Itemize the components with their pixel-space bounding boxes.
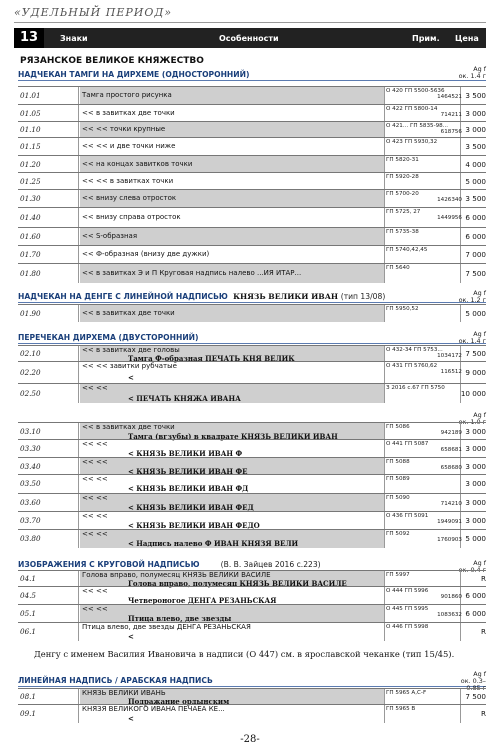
table-row <box>18 189 486 207</box>
type-code: 04.1 <box>20 574 37 583</box>
reference-main: О 445 ГП 5995 <box>386 606 429 612</box>
price: 3 500 <box>465 193 486 203</box>
type-code: 01.30 <box>20 193 41 203</box>
reference-id: 1083632 <box>437 612 462 618</box>
reference-main: О 432-34 ГП 5753... <box>386 347 443 353</box>
table-row <box>18 529 486 548</box>
row-line-1: << в завитках Э и П Круговая надпись налево ...ИЯ ИТАР... <box>82 268 302 277</box>
col-divider <box>384 246 385 263</box>
col-divider <box>384 105 385 122</box>
reference-main: ГП 5965 B <box>386 706 416 712</box>
row-line-1: << << <box>82 530 108 538</box>
section-title: ИЗОБРАЖЕНИЯ С КРУГОВОЙ НАДПИСЬЮ (В. В. Зайцев 2016 с.223) <box>18 560 321 569</box>
col-divider <box>384 138 385 155</box>
reference-main: ГП 5088 <box>386 459 410 465</box>
row-line-1: КНЯЗЯ ВЕЛИКОГО ИВАНА ПЕЧАЕА КЕ... <box>82 705 225 713</box>
col-note: Прим. <box>412 34 440 43</box>
row-line-1: << << <box>82 384 108 392</box>
reference <box>386 588 462 600</box>
reference <box>386 106 462 118</box>
reference-main: ГП 5092 <box>386 531 410 537</box>
row-line-2: < КНЯЗЬ ВЕЛИКИ ИВАН ФЕДО <box>128 520 260 530</box>
table-row <box>18 155 486 173</box>
row-line-2: < Надпись налево Ф ИВАН КНЯЗЯ ВЕЛИ <box>128 539 299 548</box>
table-row <box>18 86 486 104</box>
col-divider <box>78 264 79 283</box>
table-row <box>18 263 486 283</box>
price: 3 000 <box>465 426 486 436</box>
table-row <box>18 688 486 705</box>
row-line-1: << в завитках две точки <box>82 108 175 117</box>
row-line-1: << в завитках две точки <box>82 308 175 317</box>
col-divider <box>384 346 385 362</box>
col-divider <box>78 605 79 622</box>
col-divider <box>78 423 79 440</box>
reference <box>386 424 462 436</box>
reference-main: О 423 ГП 5930,32 <box>386 139 438 145</box>
table-row <box>18 422 486 440</box>
row-line-1: << в завитках две точки <box>82 423 175 431</box>
section-line <box>18 686 486 687</box>
row-line-1: << << <box>82 494 108 502</box>
col-divider <box>384 512 385 529</box>
reference-main: ГП 5920-28 <box>386 174 419 180</box>
price: 6 000 <box>465 231 486 241</box>
reference <box>386 495 462 507</box>
col-divider <box>78 494 79 511</box>
price: 5 000 <box>465 308 486 318</box>
weight-note: Ag f ок. 1.2 г <box>458 289 486 304</box>
price: 6 000 <box>465 212 486 222</box>
col-divider <box>78 623 79 641</box>
price: 3 000 <box>465 515 486 525</box>
reference-main: О 441 ГП 5087 <box>386 441 429 447</box>
reference <box>386 139 462 145</box>
row-line-1: << << в завитках точки <box>82 176 174 185</box>
reference-id: 116512 <box>440 369 462 375</box>
col-divider <box>78 156 79 173</box>
col-divider <box>78 246 79 263</box>
reference-id: 1949091 <box>437 519 462 525</box>
col-divider <box>384 440 385 457</box>
col-divider <box>78 228 79 245</box>
section-title: НАДЧЕКАН НА ДЕНГЕ С ЛИНЕЙНОЙ НАДПИСЬЮ КНЯЗЬ ВЕЛИКИ ИВАН (тип 13/08) <box>18 292 386 301</box>
col-divider <box>384 122 385 138</box>
reference <box>386 513 462 525</box>
row-line-2: < <box>128 714 134 723</box>
col-divider <box>78 705 79 723</box>
row-line-1: << на концах завитков точки <box>82 159 193 168</box>
divider <box>14 22 486 23</box>
col-divider <box>384 623 385 641</box>
row-line-1: << внизу слева отросток <box>82 193 177 202</box>
row-line-1: << S-образная <box>82 231 138 240</box>
price: 9 000 <box>465 367 486 377</box>
table-row <box>18 245 486 263</box>
col-divider <box>78 689 79 705</box>
row-line-2: Птица влево, две звезды <box>128 613 232 623</box>
row-line-1: << в завитках две головы <box>82 346 180 354</box>
col-divider <box>78 105 79 122</box>
table-row <box>18 570 486 587</box>
section-title: НАДЧЕКАН ТАМГИ НА ДИРХЕМЕ (ОДНОСТОРОННИЙ) <box>18 70 250 79</box>
type-code: 01.15 <box>20 141 41 151</box>
reference-id: 714210 <box>440 501 462 507</box>
reference-main: ГП 5997 <box>386 572 410 578</box>
row-line-1: << << <box>82 587 108 595</box>
row-shade <box>80 605 384 622</box>
type-code: 05.1 <box>20 608 37 618</box>
reference-id: 658681 <box>440 447 462 453</box>
price: 7 500 <box>465 692 486 701</box>
reference-main: О 444 ГП 5996 <box>386 588 429 594</box>
col-divider <box>384 384 385 403</box>
row-line-1: Птица влево, две звезды ДЕНГА РЕЗАНЬСКАЯ <box>82 623 251 631</box>
section-number: 13 <box>14 28 44 48</box>
row-line-1: << Ф-образная (внизу две дужки) <box>82 249 210 258</box>
table-row <box>18 104 486 122</box>
row-line-1: << << <box>82 605 108 613</box>
col-divider <box>384 689 385 705</box>
col-divider <box>78 346 79 362</box>
reference-main: ГП 5820-31 <box>386 157 419 163</box>
type-code: 03.70 <box>20 515 41 525</box>
reference <box>386 265 462 271</box>
table-row <box>18 172 486 190</box>
col-divider <box>384 530 385 548</box>
reference-id: 1034172 <box>437 353 462 359</box>
reference-id: 1426340 <box>437 197 462 203</box>
type-code: 03.10 <box>20 426 41 436</box>
col-divider <box>384 571 385 587</box>
table-row <box>18 137 486 155</box>
reference-id: 1449956 <box>437 215 462 221</box>
price: 3 500 <box>465 141 486 151</box>
reference <box>386 706 462 712</box>
reference <box>386 191 462 203</box>
col-divider <box>384 190 385 207</box>
type-code: 03.40 <box>20 461 41 471</box>
row-line-2: < ПЕЧАТЬ КНЯЖА ИВАНА <box>128 393 241 403</box>
row-line-2: < КНЯЗЬ ВЕЛИКИ ИВАН ФЕ <box>128 466 248 476</box>
type-code: 01.25 <box>20 176 41 186</box>
reference <box>386 606 462 618</box>
reference <box>386 476 462 482</box>
table-row <box>18 457 486 475</box>
reference <box>386 123 462 135</box>
type-code: 02.50 <box>20 388 41 398</box>
col-features: Особенности <box>219 34 279 43</box>
col-divider <box>78 530 79 548</box>
reference-id: 618756 <box>440 129 462 135</box>
col-divider <box>384 423 385 440</box>
col-divider <box>384 156 385 173</box>
reference-main: ГП 5950,52 <box>386 306 419 312</box>
col-divider <box>78 384 79 403</box>
row-line-1: << << и две точки ниже <box>82 141 176 150</box>
col-divider <box>78 305 79 322</box>
reference <box>386 306 462 312</box>
col-divider <box>384 228 385 245</box>
row-line-2: Подражание ордынским <box>128 697 230 706</box>
page-number: -28- <box>240 734 260 745</box>
reference <box>386 572 462 578</box>
row-line-2: Тамга (вгзубы) в квадрате КНЯЗЬ ВЕЛИКИ ИВАН <box>128 431 338 441</box>
type-code: 03.30 <box>20 443 41 453</box>
weight-note: Ag f ок. 1.0 г <box>458 411 486 426</box>
row-line-2: < КНЯЗЬ ВЕЛИКИ ИВАН Ф <box>128 448 243 458</box>
type-code: 04.5 <box>20 590 37 600</box>
price: 3 500 <box>465 90 486 100</box>
reference-id: 714211 <box>440 112 462 118</box>
col-divider <box>78 587 79 604</box>
col-divider <box>384 208 385 227</box>
reference-main: ГП 5725, 27 <box>386 209 421 215</box>
type-code: 08.1 <box>20 692 37 701</box>
type-code: 01.60 <box>20 231 41 241</box>
weight-note: Ag f ок. 1.4 г <box>458 65 486 80</box>
type-code: 03.80 <box>20 534 41 543</box>
col-divider <box>78 512 79 529</box>
price: 7 000 <box>465 249 486 259</box>
section-title: ПЕРЕЧЕКАН ДИРХЕМА (ДВУСТОРОННИЙ) <box>18 333 199 342</box>
table-row <box>18 207 486 227</box>
price: 6 000 <box>465 590 486 600</box>
reference-main: О 436 ГП 5091 <box>386 513 429 519</box>
col-signs: Знаки <box>60 34 88 43</box>
reference <box>386 441 462 453</box>
col-price: Цена <box>455 34 479 43</box>
col-divider <box>384 475 385 493</box>
price: 5 000 <box>465 176 486 186</box>
type-code: 02.20 <box>20 367 41 377</box>
price: 3 000 <box>465 443 486 453</box>
reference-id: 901860 <box>440 594 462 600</box>
reference-id: 1464521 <box>437 94 462 100</box>
price: 6 000 <box>465 608 486 618</box>
row-line-1: КНЯЗЬ ВЕЛИКИ ИВАНЬ <box>82 689 166 697</box>
section-line <box>18 302 486 303</box>
col-divider <box>384 305 385 322</box>
col-divider <box>384 362 385 383</box>
col-divider <box>384 87 385 104</box>
reference <box>386 247 462 253</box>
row-line-2: Тамга Ф-образная ПЕЧАТЬ КНЯ ВЕЛИК <box>128 354 295 363</box>
table-row <box>18 474 486 493</box>
table-row <box>18 493 486 511</box>
table-header <box>14 28 486 48</box>
price: R <box>481 574 486 583</box>
type-code: 02.10 <box>20 349 41 358</box>
row-line-2: < КНЯЗЬ ВЕЛИКИ ИВАН ФД <box>128 484 249 493</box>
type-code: 01.80 <box>20 268 41 278</box>
col-divider <box>384 458 385 475</box>
price: 3 000 <box>465 479 486 488</box>
price: R <box>481 627 486 636</box>
table-row <box>18 704 486 723</box>
price: R <box>481 709 486 718</box>
reference-main: ГП 5090 <box>386 495 410 501</box>
section-line <box>18 80 486 81</box>
price: 7 500 <box>465 349 486 358</box>
row-line-1: Тамга простого рисунка <box>82 90 172 99</box>
weight-note: Ag f ок. 1.4 г <box>458 330 486 345</box>
col-divider <box>384 173 385 190</box>
row-line-1: << << <box>82 512 108 520</box>
col-divider <box>78 440 79 457</box>
reference-id: 1760903 <box>437 537 462 543</box>
price: 10 000 <box>460 388 486 398</box>
row-line-2: Голова вправо, полумесяц КНЯЗЬ ВЕЛИКИ ВАСИЛЕ <box>128 579 347 588</box>
type-code: 01.01 <box>20 90 41 100</box>
col-divider <box>78 138 79 155</box>
row-line-1: << << завитки рубчатые <box>82 362 177 370</box>
col-divider <box>78 458 79 475</box>
col-divider <box>78 208 79 227</box>
col-divider <box>78 122 79 138</box>
row-line-1: << << <box>82 475 108 483</box>
row-line-1: Голова вправо, полумесяц КНЯЗЬ ВЕЛИКИ ВАСИЛЕ <box>82 571 271 579</box>
col-divider <box>78 475 79 493</box>
table-row <box>18 604 486 622</box>
reference-main: З 2016 с.67 ГП 5750 <box>386 385 445 391</box>
reference-main: ГП 5740,42,45 <box>386 247 428 253</box>
col-divider <box>384 587 385 604</box>
reference <box>386 157 462 163</box>
price: 3 000 <box>465 497 486 507</box>
reference-main: О 420 ГП 5500-5636 <box>386 88 445 94</box>
type-code: 01.90 <box>20 308 41 318</box>
row-line-1: << << <box>82 458 108 466</box>
type-code: 03.60 <box>20 497 41 507</box>
col-divider <box>78 190 79 207</box>
section-line <box>18 343 486 344</box>
reference <box>386 347 462 359</box>
reference <box>386 459 462 471</box>
type-code: 09.1 <box>20 709 37 718</box>
row-line-2: < <box>128 372 134 382</box>
reference <box>386 229 462 235</box>
reference-main: ГП 5700-20 <box>386 191 419 197</box>
reference-id: 942189 <box>440 430 462 436</box>
table-row <box>18 227 486 245</box>
col-divider <box>78 571 79 587</box>
reference-main: О 421... ГП 5835-98... <box>386 123 449 129</box>
weight-note: Ag f ок. 0.3–0.85 г <box>460 670 486 692</box>
reference-main: ГП 5086 <box>386 424 410 430</box>
reference-main: ГП 5640 <box>386 265 410 271</box>
row-line-2: < КНЯЗЬ ВЕЛИКИ ИВАН ФЕД <box>128 502 254 512</box>
type-code: 03.50 <box>20 479 41 488</box>
col-divider <box>384 264 385 283</box>
table-row <box>18 439 486 457</box>
price: 3 000 <box>465 461 486 471</box>
period-title: «УДЕЛЬНЫЙ ПЕРИОД» <box>14 6 173 19</box>
price: 7 500 <box>465 268 486 278</box>
table-row <box>18 345 486 362</box>
reference <box>386 88 462 100</box>
type-code: 01.40 <box>20 212 41 222</box>
col-divider <box>384 705 385 723</box>
table-row <box>18 361 486 383</box>
table-row <box>18 511 486 529</box>
reference <box>386 363 462 375</box>
col-divider <box>78 362 79 383</box>
footnote: Денгу с именем Василия Ивановича в надписи (О 447) см. в ярославской чеканке (тип 15/45). <box>34 649 455 659</box>
table-row <box>18 121 486 138</box>
table-row <box>18 622 486 641</box>
section-title: ЛИНЕЙНАЯ НАДПИСЬ / АРАБСКАЯ НАДПИСЬ <box>18 676 213 685</box>
reference-main: ГП 5965 А,С-F <box>386 690 427 696</box>
reference <box>386 385 462 391</box>
price: 3 000 <box>465 108 486 118</box>
row-line-1: << << точки крупные <box>82 125 166 133</box>
state-title: РЯЗАНСКОЕ ВЕЛИКОЕ КНЯЖЕСТВО <box>20 56 204 66</box>
price: 3 000 <box>465 125 486 134</box>
table-row <box>18 586 486 604</box>
row-line-2: Четвероногое ДЕНГА РЕЗАНЬСКАЯ <box>128 595 277 605</box>
type-code: 01.10 <box>20 125 41 134</box>
reference <box>386 174 462 180</box>
price: 5 000 <box>465 534 486 543</box>
col-divider <box>384 494 385 511</box>
weight-note: Ag f ок. 0.4 г <box>458 559 486 574</box>
reference-main: О 422 ГП 5800-14 <box>386 106 438 112</box>
col-divider <box>384 605 385 622</box>
row-line-1: << внизу справа отросток <box>82 212 181 221</box>
reference-main: ГП 5089 <box>386 476 410 482</box>
reference-main: О 431 ГП 5760,62 <box>386 363 438 369</box>
reference <box>386 531 462 543</box>
row-line-1: << << <box>82 440 108 448</box>
row-line-2: < <box>128 632 134 641</box>
reference <box>386 690 462 696</box>
col-divider <box>78 87 79 104</box>
col-divider <box>78 173 79 190</box>
reference-main: ГП 5735-38 <box>386 229 419 235</box>
table-row <box>18 383 486 403</box>
reference <box>386 209 462 221</box>
type-code: 01.05 <box>20 108 41 118</box>
type-code: 01.70 <box>20 249 41 259</box>
reference-main: О 446 ГП 5998 <box>386 624 429 630</box>
type-code: 06.1 <box>20 627 37 636</box>
price: 4 000 <box>465 159 486 169</box>
type-code: 01.20 <box>20 159 41 169</box>
reference-id: 658680 <box>440 465 462 471</box>
table-row <box>18 304 486 322</box>
reference <box>386 624 462 630</box>
